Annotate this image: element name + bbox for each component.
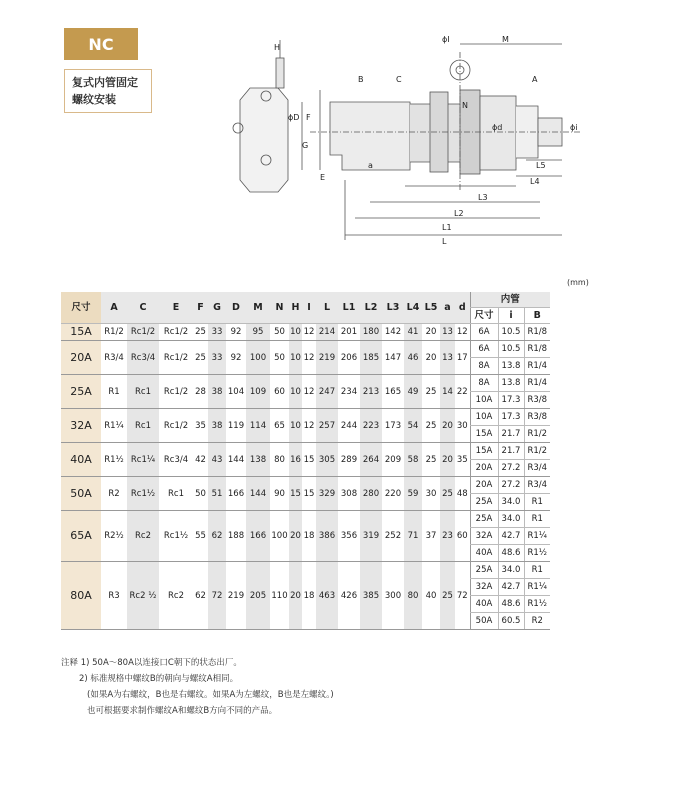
- value-cell: 35: [455, 443, 470, 477]
- header-0: 尺寸: [61, 292, 101, 324]
- header-pipe-0: 尺寸: [470, 308, 498, 324]
- pipe-i-cell: 21.7: [498, 426, 524, 443]
- pipe-i-cell: 34.0: [498, 494, 524, 511]
- value-cell: 20: [440, 443, 455, 477]
- value-cell: 92: [226, 341, 246, 375]
- value-cell: 10: [289, 324, 302, 341]
- value-cell: 329: [316, 477, 338, 511]
- value-cell: 12: [302, 324, 316, 341]
- value-cell: R1¼: [101, 409, 127, 443]
- table-row: [61, 443, 550, 460]
- pipe-size-cell: 32A: [470, 528, 498, 545]
- pipe-b-cell: R1: [524, 562, 550, 579]
- value-cell: 18: [302, 562, 316, 630]
- subtitle-line-1: 复式内管固定: [72, 76, 138, 89]
- header-3: E: [159, 292, 193, 324]
- value-cell: 25: [193, 341, 208, 375]
- value-cell: 25: [193, 324, 208, 341]
- pipe-b-cell: R1¼: [524, 528, 550, 545]
- value-cell: 100: [246, 341, 270, 375]
- pipe-i-cell: 21.7: [498, 443, 524, 460]
- value-cell: 23: [440, 511, 455, 562]
- pipe-size-cell: 20A: [470, 460, 498, 477]
- value-cell: 308: [338, 477, 360, 511]
- pipe-size-cell: 25A: [470, 562, 498, 579]
- pipe-b-cell: R3/4: [524, 460, 550, 477]
- pipe-b-cell: R1: [524, 511, 550, 528]
- pipe-i-cell: 27.2: [498, 460, 524, 477]
- table-row: [61, 511, 550, 528]
- size-cell: 65A: [61, 511, 101, 562]
- value-cell: 289: [338, 443, 360, 477]
- value-cell: 165: [382, 375, 404, 409]
- value-cell: 43: [208, 443, 226, 477]
- pipe-size-cell: 6A: [470, 324, 498, 341]
- label-A: A: [532, 75, 538, 84]
- value-cell: 92: [226, 324, 246, 341]
- pipe-size-cell: 15A: [470, 443, 498, 460]
- header-8: N: [270, 292, 289, 324]
- value-cell: 50: [193, 477, 208, 511]
- value-cell: 48: [455, 477, 470, 511]
- value-cell: Rc1: [127, 375, 159, 409]
- pipe-size-cell: 6A: [470, 341, 498, 358]
- value-cell: 20: [440, 409, 455, 443]
- pipe-i-cell: 60.5: [498, 613, 524, 630]
- pipe-i-cell: 48.6: [498, 545, 524, 562]
- label-G: G: [302, 141, 309, 150]
- value-cell: 385: [360, 562, 382, 630]
- value-cell: 104: [226, 375, 246, 409]
- value-cell: Rc3/4: [127, 341, 159, 375]
- value-cell: 185: [360, 341, 382, 375]
- pipe-size-cell: 25A: [470, 511, 498, 528]
- value-cell: Rc1/2: [159, 324, 193, 341]
- pipe-b-cell: R1/8: [524, 324, 550, 341]
- label-L1: L1: [442, 223, 452, 232]
- pipe-i-cell: 42.7: [498, 528, 524, 545]
- value-cell: 12: [302, 409, 316, 443]
- value-cell: 386: [316, 511, 338, 562]
- size-cell: 50A: [61, 477, 101, 511]
- value-cell: 90: [270, 477, 289, 511]
- value-cell: 214: [316, 324, 338, 341]
- size-cell: 15A: [61, 324, 101, 341]
- value-cell: 30: [455, 409, 470, 443]
- pipe-size-cell: 15A: [470, 426, 498, 443]
- pipe-b-cell: R1: [524, 494, 550, 511]
- size-cell: 40A: [61, 443, 101, 477]
- value-cell: 38: [208, 375, 226, 409]
- value-cell: 188: [226, 511, 246, 562]
- pipe-b-cell: R1/2: [524, 426, 550, 443]
- table-row: [61, 409, 550, 426]
- label-phiD: ϕD: [288, 113, 300, 122]
- value-cell: 147: [382, 341, 404, 375]
- label-phid: ϕd: [492, 123, 503, 132]
- value-cell: 257: [316, 409, 338, 443]
- size-cell: 32A: [61, 409, 101, 443]
- pipe-size-cell: 20A: [470, 477, 498, 494]
- value-cell: 305: [316, 443, 338, 477]
- spec-table: [61, 292, 550, 630]
- table-row: [61, 375, 550, 392]
- value-cell: Rc3/4: [159, 443, 193, 477]
- value-cell: 54: [404, 409, 422, 443]
- value-cell: 25: [422, 443, 440, 477]
- value-cell: 41: [404, 324, 422, 341]
- value-cell: 119: [226, 409, 246, 443]
- value-cell: 463: [316, 562, 338, 630]
- label-L3: L3: [478, 193, 488, 202]
- value-cell: 38: [208, 409, 226, 443]
- value-cell: 37: [422, 511, 440, 562]
- value-cell: 35: [193, 409, 208, 443]
- note-2: 2) 标准规格中螺纹B的朝向与螺纹A相同。: [79, 674, 239, 684]
- pipe-size-cell: 32A: [470, 579, 498, 596]
- table-row: [61, 562, 550, 579]
- header-1: A: [101, 292, 127, 324]
- label-a: a: [368, 161, 373, 170]
- label-H: H: [274, 43, 281, 52]
- label-N: N: [462, 101, 468, 110]
- label-M: M: [502, 35, 509, 44]
- value-cell: Rc1: [127, 409, 159, 443]
- pipe-size-cell: 25A: [470, 494, 498, 511]
- value-cell: 59: [404, 477, 422, 511]
- label-L: L: [442, 237, 447, 246]
- value-cell: Rc1½: [127, 477, 159, 511]
- value-cell: R2: [101, 477, 127, 511]
- value-cell: 42: [193, 443, 208, 477]
- table-row: [61, 477, 550, 494]
- value-cell: 138: [246, 443, 270, 477]
- value-cell: 60: [455, 511, 470, 562]
- size-cell: 20A: [61, 341, 101, 375]
- value-cell: 62: [193, 562, 208, 630]
- value-cell: 25: [440, 477, 455, 511]
- value-cell: Rc1: [159, 477, 193, 511]
- value-cell: 244: [338, 409, 360, 443]
- pipe-i-cell: 17.3: [498, 392, 524, 409]
- pipe-b-cell: R1½: [524, 545, 550, 562]
- value-cell: Rc1/2: [159, 341, 193, 375]
- label-phiI: ϕI: [442, 35, 450, 44]
- value-cell: Rc1/2: [159, 375, 193, 409]
- value-cell: 100: [270, 511, 289, 562]
- value-cell: 95: [246, 324, 270, 341]
- header-16: L5: [422, 292, 440, 324]
- pipe-i-cell: 48.6: [498, 596, 524, 613]
- header-12: L1: [338, 292, 360, 324]
- value-cell: 252: [382, 511, 404, 562]
- pipe-b-cell: R3/8: [524, 409, 550, 426]
- size-cell: 80A: [61, 562, 101, 630]
- value-cell: 33: [208, 341, 226, 375]
- value-cell: Rc1½: [159, 511, 193, 562]
- value-cell: 50: [270, 341, 289, 375]
- value-cell: 46: [404, 341, 422, 375]
- product-code-badge: NC: [64, 28, 138, 60]
- value-cell: 114: [246, 409, 270, 443]
- value-cell: R1: [101, 375, 127, 409]
- pipe-size-cell: 8A: [470, 375, 498, 392]
- value-cell: 49: [404, 375, 422, 409]
- value-cell: 180: [360, 324, 382, 341]
- value-cell: 300: [382, 562, 404, 630]
- value-cell: 213: [360, 375, 382, 409]
- value-cell: 28: [193, 375, 208, 409]
- value-cell: 219: [316, 341, 338, 375]
- header-14: L3: [382, 292, 404, 324]
- value-cell: 16: [289, 443, 302, 477]
- value-cell: 144: [246, 477, 270, 511]
- pipe-i-cell: 17.3: [498, 409, 524, 426]
- label-L4: L4: [530, 177, 540, 186]
- header-5: G: [208, 292, 226, 324]
- header-7: M: [246, 292, 270, 324]
- pipe-i-cell: 27.2: [498, 477, 524, 494]
- pipe-b-cell: R1¼: [524, 579, 550, 596]
- value-cell: 12: [455, 324, 470, 341]
- pipe-i-cell: 13.8: [498, 375, 524, 392]
- value-cell: 264: [360, 443, 382, 477]
- header-pipe-1: i: [498, 308, 524, 324]
- pipe-b-cell: R1/8: [524, 341, 550, 358]
- value-cell: 58: [404, 443, 422, 477]
- note-1: 注释 1) 50A～80A以连接口C朝下的状态出厂。: [61, 658, 242, 668]
- value-cell: Rc1¼: [127, 443, 159, 477]
- label-B: B: [358, 75, 364, 84]
- notes: [61, 655, 334, 719]
- pipe-b-cell: R1½: [524, 596, 550, 613]
- value-cell: 40: [422, 562, 440, 630]
- header-18: d: [455, 292, 470, 324]
- pipe-size-cell: 10A: [470, 409, 498, 426]
- header-11: L: [316, 292, 338, 324]
- value-cell: 65: [270, 409, 289, 443]
- value-cell: 55: [193, 511, 208, 562]
- header-9: H: [289, 292, 302, 324]
- value-cell: 20: [422, 324, 440, 341]
- header-10: I: [302, 292, 316, 324]
- label-L5: L5: [536, 161, 546, 170]
- header-17: a: [440, 292, 455, 324]
- value-cell: Rc1/2: [159, 409, 193, 443]
- value-cell: R1/2: [101, 324, 127, 341]
- value-cell: Rc2: [127, 511, 159, 562]
- value-cell: 205: [246, 562, 270, 630]
- value-cell: Rc1/2: [127, 324, 159, 341]
- product-subtitle: [64, 69, 152, 113]
- header-6: D: [226, 292, 246, 324]
- value-cell: 319: [360, 511, 382, 562]
- pipe-size-cell: 50A: [470, 613, 498, 630]
- value-cell: 201: [338, 324, 360, 341]
- value-cell: 25: [422, 375, 440, 409]
- value-cell: 15: [289, 477, 302, 511]
- value-cell: 10: [289, 409, 302, 443]
- pipe-b-cell: R3/4: [524, 477, 550, 494]
- value-cell: 14: [440, 375, 455, 409]
- value-cell: 426: [338, 562, 360, 630]
- size-cell: 25A: [61, 375, 101, 409]
- pipe-i-cell: 34.0: [498, 511, 524, 528]
- value-cell: 20: [289, 562, 302, 630]
- label-E: E: [320, 173, 326, 182]
- subtitle-line-2: 螺纹安装: [72, 93, 116, 106]
- pipe-size-cell: 10A: [470, 392, 498, 409]
- value-cell: 22: [455, 375, 470, 409]
- label-L2: L2: [454, 209, 464, 218]
- value-cell: 15: [302, 443, 316, 477]
- value-cell: 71: [404, 511, 422, 562]
- header-4: F: [193, 292, 208, 324]
- note-4: 也可根据要求制作螺纹A和螺纹B方向不同的产品。: [87, 706, 278, 716]
- label-C: C: [396, 75, 402, 84]
- value-cell: R2½: [101, 511, 127, 562]
- value-cell: 110: [270, 562, 289, 630]
- table-row: [61, 341, 550, 358]
- value-cell: 60: [270, 375, 289, 409]
- value-cell: 10: [289, 341, 302, 375]
- pipe-size-cell: 8A: [470, 358, 498, 375]
- pipe-i-cell: 42.7: [498, 579, 524, 596]
- pipe-b-cell: R1/4: [524, 375, 550, 392]
- label-F: F: [306, 113, 311, 122]
- value-cell: 30: [422, 477, 440, 511]
- header-13: L2: [360, 292, 382, 324]
- value-cell: 80: [270, 443, 289, 477]
- header-15: L4: [404, 292, 422, 324]
- value-cell: 209: [382, 443, 404, 477]
- pipe-i-cell: 34.0: [498, 562, 524, 579]
- value-cell: 173: [382, 409, 404, 443]
- pipe-i-cell: 13.8: [498, 358, 524, 375]
- pipe-b-cell: R2: [524, 613, 550, 630]
- value-cell: 20: [422, 341, 440, 375]
- value-cell: 72: [455, 562, 470, 630]
- value-cell: R1½: [101, 443, 127, 477]
- value-cell: 220: [382, 477, 404, 511]
- header-inner-pipe: 内管: [470, 292, 550, 308]
- table-row: [61, 324, 550, 341]
- value-cell: 50: [270, 324, 289, 341]
- value-cell: 80: [404, 562, 422, 630]
- value-cell: 17: [455, 341, 470, 375]
- value-cell: R3/4: [101, 341, 127, 375]
- value-cell: 109: [246, 375, 270, 409]
- dimension-drawing: [210, 30, 600, 250]
- value-cell: 62: [208, 511, 226, 562]
- value-cell: Rc2: [159, 562, 193, 630]
- value-cell: 25: [422, 409, 440, 443]
- value-cell: 206: [338, 341, 360, 375]
- value-cell: 20: [289, 511, 302, 562]
- value-cell: 280: [360, 477, 382, 511]
- value-cell: 72: [208, 562, 226, 630]
- value-cell: 223: [360, 409, 382, 443]
- pipe-size-cell: 40A: [470, 545, 498, 562]
- value-cell: 166: [226, 477, 246, 511]
- value-cell: 12: [302, 341, 316, 375]
- value-cell: 10: [289, 375, 302, 409]
- value-cell: 15: [302, 477, 316, 511]
- pipe-b-cell: R1/2: [524, 443, 550, 460]
- pipe-i-cell: 10.5: [498, 324, 524, 341]
- value-cell: R3: [101, 562, 127, 630]
- note-3: (如果A为右螺纹，B也是右螺纹。如果A为左螺纹，B也是左螺纹。): [87, 690, 334, 700]
- value-cell: Rc2 ½: [127, 562, 159, 630]
- value-cell: 18: [302, 511, 316, 562]
- value-cell: 247: [316, 375, 338, 409]
- pipe-b-cell: R3/8: [524, 392, 550, 409]
- value-cell: 51: [208, 477, 226, 511]
- value-cell: 219: [226, 562, 246, 630]
- header-2: C: [127, 292, 159, 324]
- value-cell: 234: [338, 375, 360, 409]
- value-cell: 142: [382, 324, 404, 341]
- value-cell: 33: [208, 324, 226, 341]
- value-cell: 13: [440, 324, 455, 341]
- value-cell: 12: [302, 375, 316, 409]
- unit-label: (mm): [567, 278, 589, 287]
- pipe-i-cell: 10.5: [498, 341, 524, 358]
- value-cell: 166: [246, 511, 270, 562]
- value-cell: 13: [440, 341, 455, 375]
- label-phii: ϕi: [570, 123, 578, 132]
- value-cell: 25: [440, 562, 455, 630]
- pipe-size-cell: 40A: [470, 596, 498, 613]
- value-cell: 356: [338, 511, 360, 562]
- header-pipe-2: B: [524, 308, 550, 324]
- value-cell: 144: [226, 443, 246, 477]
- pipe-b-cell: R1/4: [524, 358, 550, 375]
